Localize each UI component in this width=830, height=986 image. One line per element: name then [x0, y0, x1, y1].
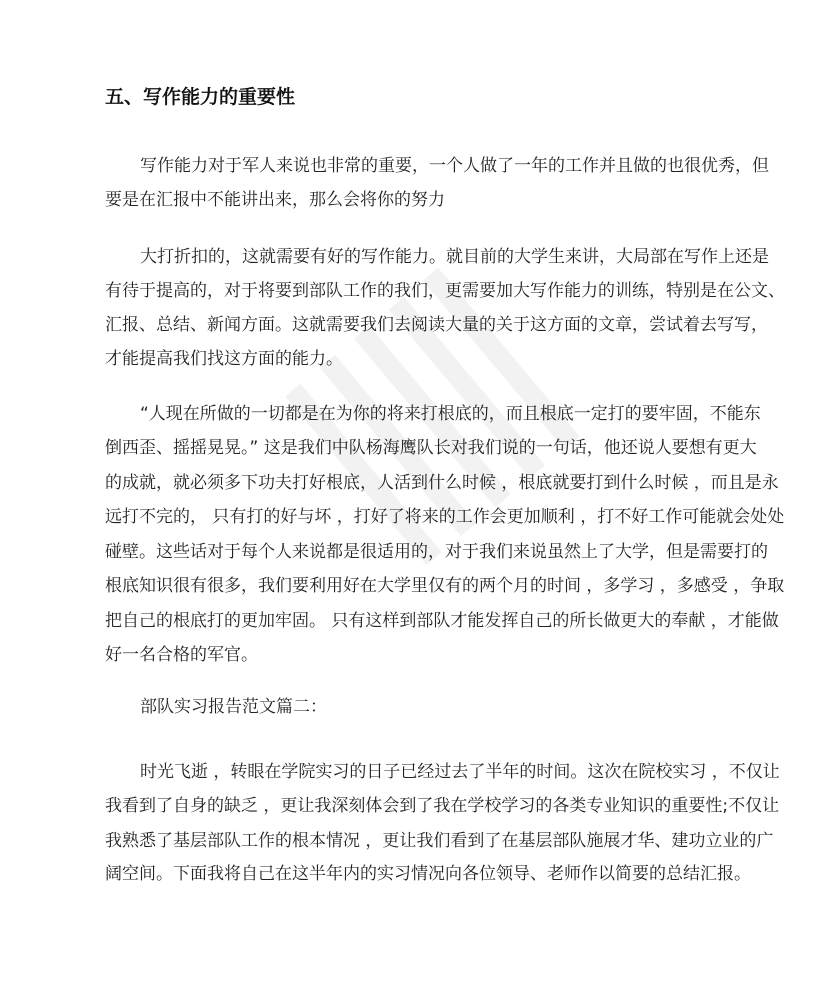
paragraph-5-line: 时光飞逝 ，转眼在学院实习的日子已经过去了半年的时间。这次在院校实习 ，不仅让 [140, 762, 780, 782]
paragraph-5-line: 阔空间。下面我将自己在这半年内的实习情况向各位领导、老师作以简要的总结汇报。 [105, 864, 751, 884]
paragraph-1-line: 写作能力对于军人来说也非常的重要，一个人做了一年的工作并且做的也很优秀，但 [140, 156, 769, 176]
paragraph-1-line: 要是在汇报中不能讲出来，那么会将你的努力 [105, 190, 445, 210]
section-heading: 五、写作能力的重要性 [105, 86, 296, 108]
section-subtitle: 部队实习报告范文篇二： [140, 697, 327, 717]
paragraph-3-line: 好一名合格的军官。 [105, 645, 258, 665]
paragraph-2-line: 有待于提高的，对于将要到部队工作的我们，更需要加大写作能力的训练，特别是在公文、 [105, 281, 785, 301]
paragraph-5-line: 我看到了自身的缺乏 ，更让我深刻体会到了我在学校学习的各类专业知识的重要性;不仅让 [105, 796, 780, 816]
paragraph-3-line: 根底知识很有很多，我们要利用好在大学里仅有的两个月的时间 ，多学习 ，多感受 ，争取 [105, 576, 785, 596]
paragraph-3-line: 倒西歪、摇摇晃晃。” 这是我们中队杨海鹰队长对我们说的一句话，他还说人要想有更大 [105, 438, 757, 458]
paragraph-2-line: 大打折扣的，这就需要有好的写作能力。就目前的大学生来讲，大局部在写作上还是 [140, 247, 769, 267]
paragraph-3-line: 的成就，就必须多下功夫打好根底，人活到什么时候 ，根底就要打到什么时候 ，而且是永 [105, 473, 779, 493]
paragraph-5-line: 我熟悉了基层部队工作的根本情况 ，更让我们看到了在基层部队施展才华、建功立业的广 [105, 831, 774, 851]
paragraph-3-line: 远打不完的， 只有打的好与坏 ，打好了将来的工作会更加顺利 ，打不好工作可能就会处处 [105, 507, 785, 527]
paragraph-3-line: 把自己的根底打的更加牢固。 只有这样到部队才能发挥自己的所长做更大的奉献 ，才能做 [105, 611, 779, 631]
paragraph-3-line: “人现在所做的一切都是在为你的将来打根底的，而且根底一定打的要牢固，不能东 [140, 404, 761, 424]
paragraph-2-line: 汇报、总结、新闻方面。这就需要我们去阅读大量的关于这方面的文章，尝试着去写写， [105, 315, 768, 335]
paragraph-2-line: 才能提高我们找这方面的能力。 [105, 349, 343, 369]
paragraph-3-line: 碰壁。这些话对于每个人来说都是很适用的，对于我们来说虽然上了大学，但是需要打的 [105, 542, 768, 562]
